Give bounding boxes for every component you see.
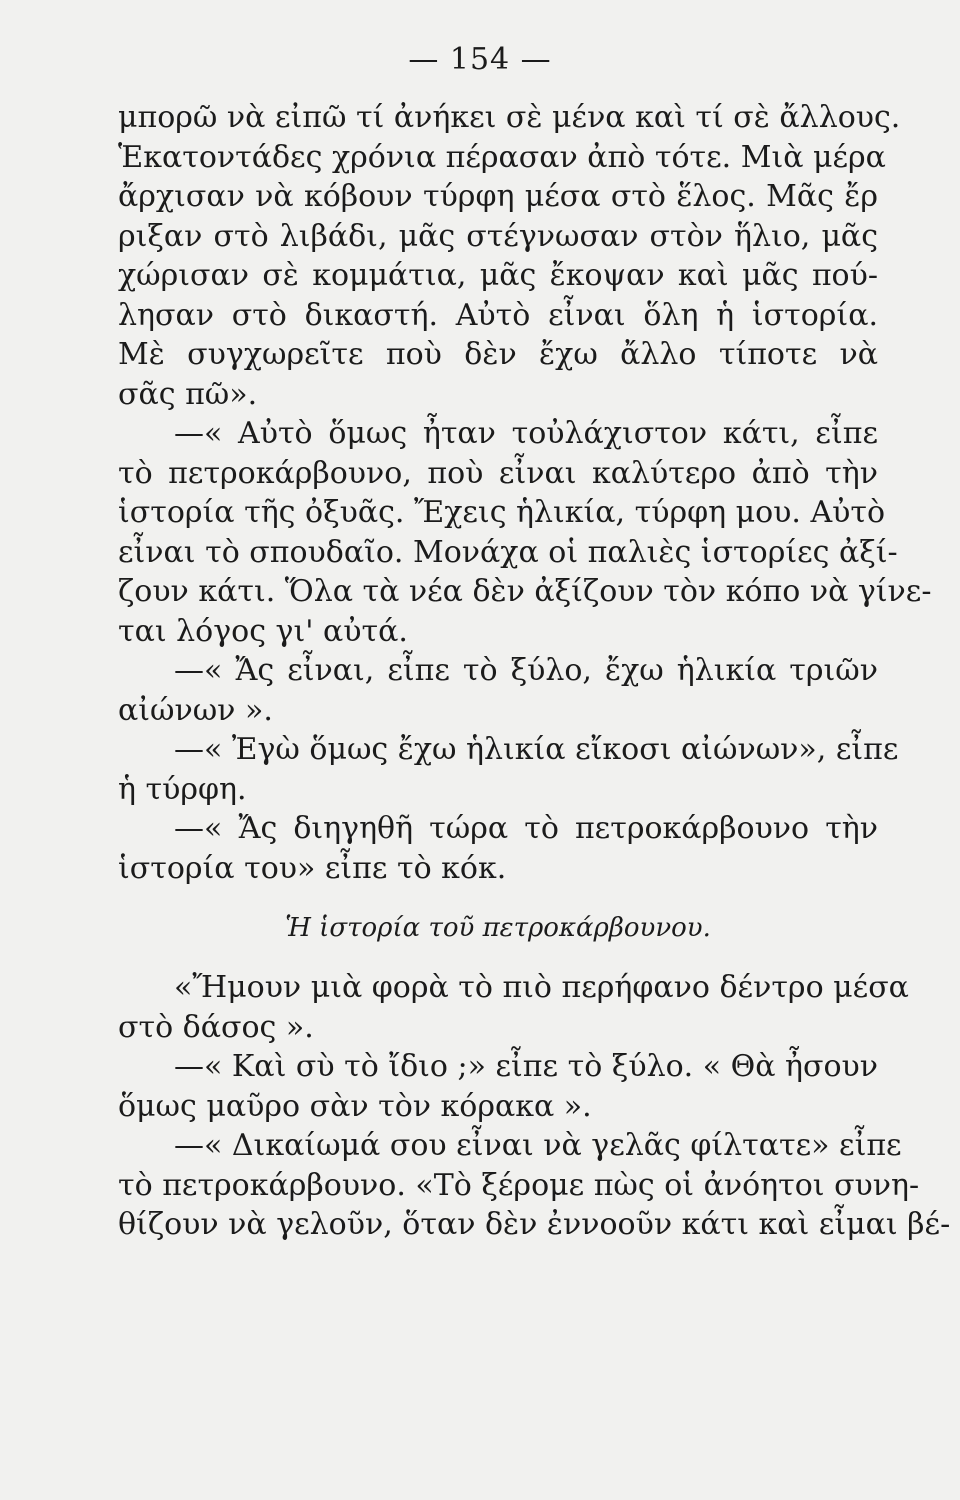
text-line: —« Καὶ σὺ τὸ ἴδιο ;» εἶπε τὸ ξύλο. « Θὰ ἦσουν	[174, 1049, 878, 1084]
text-line: χώρισαν σὲ κομμάτια, μᾶς ἔκοψαν καὶ μᾶς πού-	[118, 258, 878, 293]
chapter-heading: Ἡ ἱστορία τοῦ πετροκάρβουνου.	[285, 913, 711, 943]
text-line: αἰώνων ».	[118, 692, 273, 728]
text-line: τὸ πετροκάρβουνο, ποὺ εἶναι καλύτερο ἀπὸ τὴν	[118, 455, 878, 491]
text-line: «Ἤμουν μιὰ φορὰ τὸ πιὸ περήφανο δέντρο μέσα	[174, 970, 909, 1005]
text-line: στὸ δάσος ».	[118, 1009, 314, 1045]
text-line: Ἑκατοντάδες χρόνια πέρασαν ἀπὸ τότε. Μιὰ μέρα	[118, 139, 886, 175]
text-line: σᾶς πῶ».	[118, 376, 258, 412]
text-line: ἄρχισαν νὰ κόβουν τύρφη μέσα στὸ ἕλος. Μᾶς ἔρ	[118, 179, 878, 214]
text-line: —« Αὐτὸ ὅμως ἦταν τοὐλάχιστον κάτι, εἶπε	[174, 416, 878, 451]
text-line: ται λόγος γι' αὐτά.	[118, 613, 408, 649]
text-line: μπορῶ νὰ εἰπῶ τί ἀνήκει σὲ μένα καὶ τί σὲ ἄλλους.	[118, 100, 901, 135]
text-line: θίζουν νὰ γελοῦν, ὅταν δὲν ἐννοοῦν κάτι καὶ εἶμαι βέ-	[118, 1207, 951, 1242]
text-line: ἱστορία τῆς ὀξυᾶς. Ἔχεις ἡλικία, τύρφη μου. Αὐτὸ	[118, 495, 886, 530]
text-line: Μὲ συγχωρεῖτε ποὺ δὲν ἔχω ἄλλο τίποτε νὰ	[118, 337, 878, 372]
body-text	[118, 98, 951, 1245]
page-number: — 154 —	[408, 42, 552, 77]
text-line: ὅμως μαῦρο σὰν τὸν κόρακα ».	[118, 1088, 592, 1124]
text-line: εἶναι τὸ σπουδαῖο. Μονάχα οἱ παλιὲς ἱστορίες ἀξί-	[118, 534, 898, 570]
text-line: ριξαν στὸ λιβάδι, μᾶς στέγνωσαν στὸν ἥλιο, μᾶς	[118, 218, 878, 254]
text-line: λησαν στὸ δικαστή. Αὐτὸ εἶναι ὅλη ἡ ἱστορία.	[118, 297, 878, 333]
text-line: —« Δικαίωμά σου εἶναι νὰ γελᾶς φίλτατε» εἶπε	[174, 1128, 902, 1163]
text-line: ζουν κάτι. Ὅλα τὰ νέα δὲν ἀξίζουν τὸν κόπο νὰ γίνε-	[118, 574, 932, 609]
text-line: —« Ἐγὼ ὅμως ἔχω ἡλικία εἴκοσι αἰώνων», εἶπε	[174, 732, 899, 767]
text-line: ἡ τύρφη.	[118, 771, 247, 807]
text-line: —« Ἄς εἶναι, εἶπε τὸ ξύλο, ἔχω ἡλικία τριῶν	[174, 653, 878, 688]
text-line: —« Ἄς διηγηθῆ τώρα τὸ πετροκάρβουνο τὴν	[174, 811, 878, 846]
text-line: τὸ πετροκάρβουνο. «Τὸ ξέρομε πὼς οἱ ἀνόητοι συνη-	[118, 1167, 920, 1203]
text-line: ἱστορία του» εἶπε τὸ κόκ.	[118, 850, 507, 886]
